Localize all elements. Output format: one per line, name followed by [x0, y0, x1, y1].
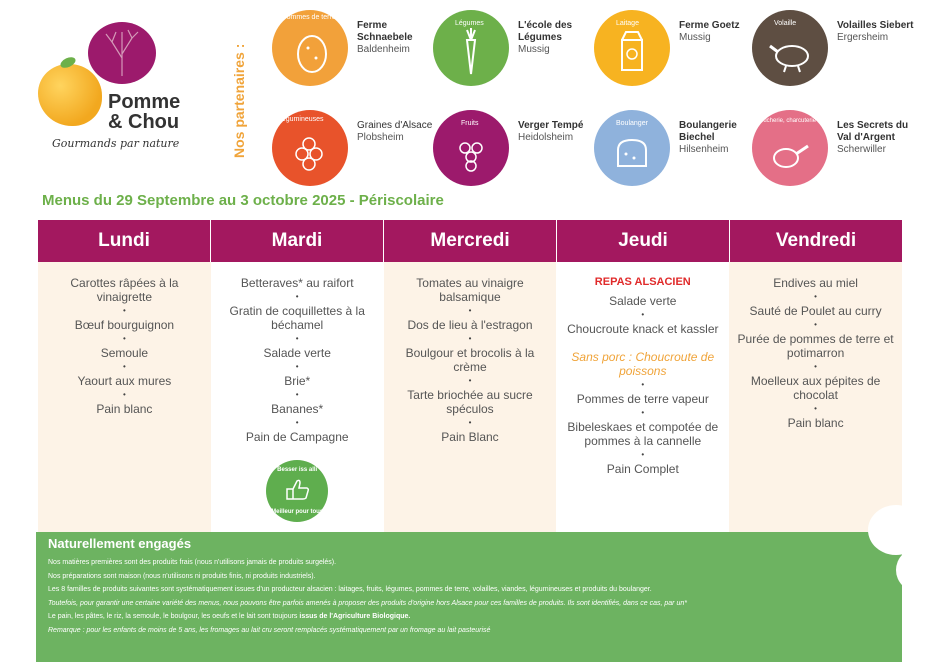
- partner-town: Mussig: [518, 44, 550, 55]
- menu-item: Dos de lieu à l'estragon: [407, 318, 533, 332]
- partner-town: Heidolsheim: [518, 132, 574, 143]
- thumbs-up-icon: [283, 477, 311, 501]
- partner-name: L'école des Légumes: [518, 20, 573, 43]
- menu-item: Gratin de coquillettes à la béchamel: [229, 304, 365, 332]
- partner-card: [594, 110, 754, 190]
- menu-item: Choucroute knack et kassler: [567, 322, 719, 336]
- menu-item: Bananes*: [271, 402, 324, 416]
- engaged-title: Naturellement engagés: [48, 536, 192, 551]
- partner-name: Verger Tempé: [518, 120, 584, 131]
- besser-iss-alli-badge: Besser iss alli Meilleur pour tous: [266, 460, 328, 522]
- partner-card: [594, 10, 754, 90]
- partner-category: Boucherie, charcuterie: [756, 118, 817, 124]
- engaged-remark: Remarque : pour les enfants de moins de 5 ans, les fromages au lait cru seront remplacés systématiquement par un fromage au lait pasteurisé: [48, 626, 491, 634]
- partner-category: Fruits: [461, 120, 479, 127]
- partner-card: [752, 110, 912, 190]
- partner-card: [272, 10, 432, 90]
- partner-town: Mussig: [679, 32, 711, 43]
- partner-town: Scherwiller: [837, 144, 886, 155]
- partner-category: Boulanger: [616, 120, 648, 127]
- engaged-line: Nos préparations sont maison (nous n'utilisons ni produits finis, ni produits industriels).: [48, 572, 316, 580]
- plum-icon: [88, 22, 156, 84]
- partner-town: Ergersheim: [837, 32, 889, 43]
- engaged-line: Toutefois, pour garantir une certaine variété des menus, nous pouvons être parfois amenés à proposer des produits d'origine hors Alsace pour ces familles de produits. Ils sont identifiés, dans ce cas, par un*: [48, 599, 687, 607]
- partner-card: [272, 110, 432, 190]
- day-header-mardi: Mardi: [211, 220, 384, 262]
- partner-card: [752, 10, 912, 90]
- menu-item: Carottes râpées à la vinaigrette: [70, 276, 179, 304]
- pomme-chou-logo: [36, 22, 206, 162]
- partner-category: Légumineuses: [278, 116, 324, 123]
- menu-item: Bibeleskaes et compotée de pommes à la cannelle: [567, 420, 719, 448]
- menu-item: Pommes de terre vapeur: [576, 392, 709, 406]
- menu-item: Tomates au vinaigre balsamique: [416, 276, 524, 304]
- partner-name: Les Secrets du Val d'Argent: [837, 120, 909, 143]
- menu-item: Endives au miel: [773, 276, 858, 290]
- potato-icon: [272, 10, 348, 86]
- engaged-line: Nos matières premières sont des produits frais (nous n'utilisons jamais de produits surgelés).: [48, 559, 337, 566]
- menu-column-vendredi: Endives au miel • Sauté de Poulet au curry • Purée de pommes de terre et potimarron • Moelleux aux pépites de chocolat • Pain blanc: [729, 262, 902, 532]
- menu-item: Pain Complet: [606, 462, 679, 476]
- menu-item: Yaourt aux mures: [77, 374, 172, 388]
- menu-item: Bœuf bourguignon: [74, 318, 175, 332]
- menu-item: Brie*: [284, 374, 311, 388]
- partner-town: Hilsenheim: [679, 144, 729, 155]
- menu-item: Pain Blanc: [441, 430, 499, 444]
- day-header-vendredi: Vendredi: [775, 230, 857, 251]
- menu-column-lundi: Carottes râpées à la vinaigrette • Bœuf bourguignon • Semoule • Yaourt aux mures • Pain blanc: [38, 262, 211, 532]
- alternative-note: Sans porc : Choucroute de poissons: [571, 350, 715, 378]
- partner-category: Légumes: [455, 20, 484, 27]
- menus-title: Menus du 29 Septembre au 3 octobre 2025 - Périscolaire: [42, 192, 444, 209]
- logo-name: Pomme & Chou: [108, 91, 181, 133]
- menu-item: Purée de pommes de terre et potimarron: [737, 332, 894, 360]
- menu-item: Boulgour et brocolis à la crème: [405, 346, 535, 374]
- apple-icon: [38, 64, 102, 126]
- partner-card: [433, 110, 593, 190]
- menu-item: Semoule: [100, 346, 149, 360]
- menu-item: Salade verte: [609, 294, 677, 308]
- partner-name: Ferme Goetz: [679, 20, 740, 31]
- partner-town: Baldenheim: [357, 44, 410, 55]
- partner-category: Pommes de terre: [282, 14, 336, 21]
- menu-item: Sauté de Poulet au curry: [749, 304, 882, 318]
- menu-column-mercredi: Tomates au vinaigre balsamique • Dos de lieu à l'estragon • Boulgour et brocolis à la crème • Tarte briochée au sucre spéculos • Pain Blanc: [384, 262, 557, 532]
- partner-name: Boulangerie Biechel: [679, 120, 737, 143]
- engaged-section: [36, 532, 902, 662]
- partner-name: Ferme Schnaebele: [357, 20, 413, 43]
- engaged-bio-line: Le pain, les pâtes, le riz, la semoule, le boulgour, les oeufs et le lait sont toujours issus de l'Agriculture Biologique.: [48, 613, 411, 620]
- special-meal-label: REPAS ALSACIEN: [594, 276, 691, 288]
- menu-columns: [38, 262, 902, 532]
- partner-town: Plobsheim: [357, 132, 404, 143]
- decorative-blob: [896, 548, 940, 592]
- engaged-line: Les 8 familles de produits suivantes sont systématiquement issues d'un producteur alsacien : laitages, fruits, légumes, pommes de terre, volailles, viandes, légumineuses et produits du boulanger.: [48, 586, 652, 593]
- partner-name: Volailles Siebert: [837, 20, 914, 31]
- logo-tagline: Gourmands par nature: [52, 137, 180, 150]
- menu-item: Pain de Campagne: [245, 430, 349, 444]
- day-header-jeudi: Jeudi: [557, 220, 730, 262]
- menu-item: Salade verte: [263, 346, 331, 360]
- partner-card: [433, 10, 593, 90]
- menu-item: Betteraves* au raifort: [240, 276, 354, 290]
- menu-item: Tarte briochée au sucre spéculos: [407, 388, 533, 416]
- day-header-mercredi: Mercredi: [384, 220, 557, 262]
- partners-label: Nos partenaires :: [231, 43, 247, 158]
- menu-column-jeudi: REPAS ALSACIEN Salade verte • Choucroute knack et kassler Sans porc : Choucroute de poissons • Pommes de terre vapeur • Bibeleskaes et compotée de pommes à la cannelle • Pain Complet: [556, 262, 729, 532]
- menu-column-mardi: Betteraves* au raifort • Gratin de coquillettes à la béchamel • Salade verte • Brie* • Bananes* • Pain de Campagne Besser iss alli Meilleur pour tous: [211, 262, 384, 532]
- partner-name: Graines d'Alsace: [357, 120, 433, 131]
- menu-item: Pain blanc: [96, 402, 153, 416]
- partner-category: Volaille: [774, 20, 797, 27]
- partner-category: Laitage: [616, 20, 639, 27]
- menu-item: Pain blanc: [787, 416, 844, 430]
- menu-item: Moelleux aux pépites de chocolat: [750, 374, 881, 402]
- day-headers: [38, 220, 902, 262]
- day-header-lundi: Lundi: [38, 220, 211, 262]
